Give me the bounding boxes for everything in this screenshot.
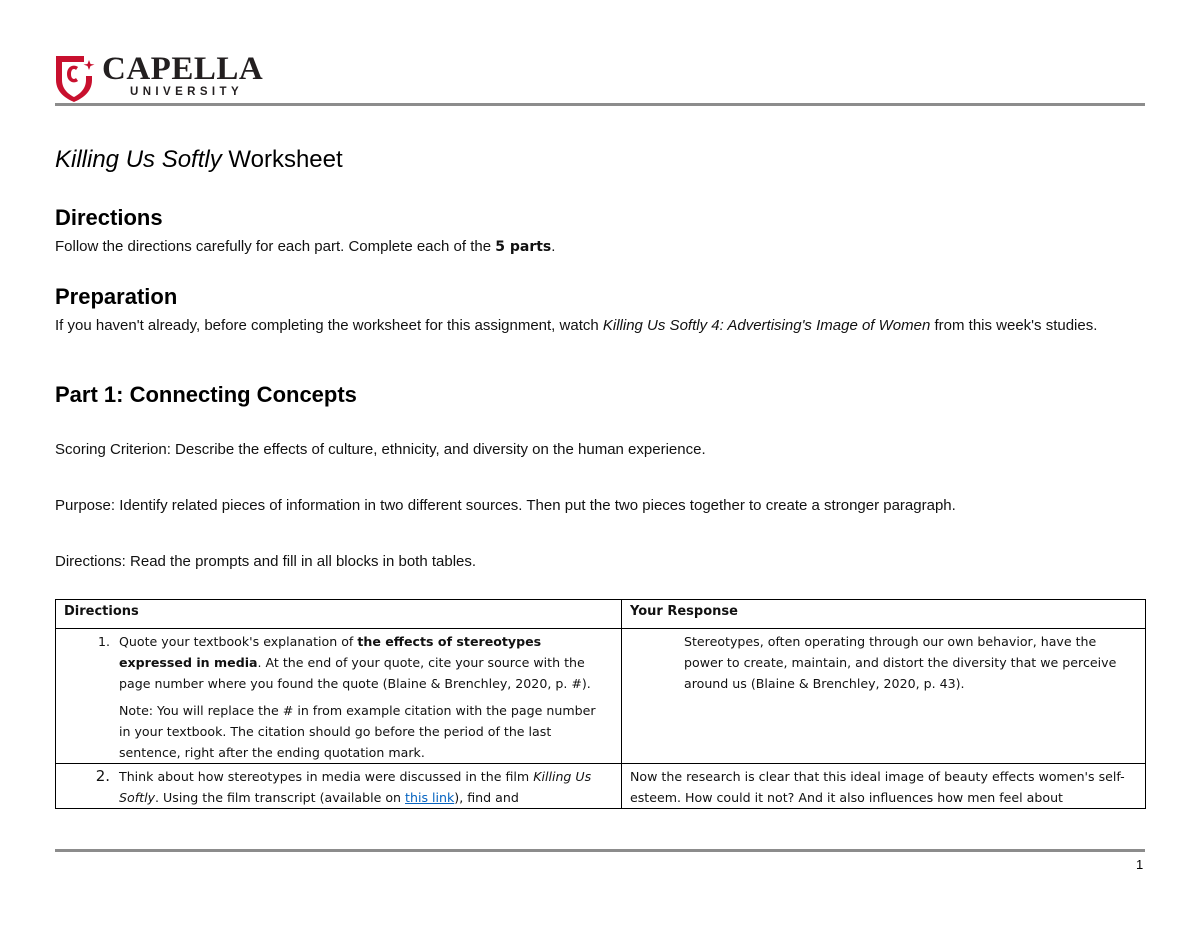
directions-heading: Directions	[55, 205, 163, 230]
transcript-link[interactable]: this link	[405, 790, 455, 805]
table-row	[56, 629, 1146, 764]
logo-name: CAPELLA	[102, 51, 264, 87]
capella-logo	[52, 52, 282, 102]
row1-number: 1.	[97, 634, 110, 649]
capella-shield-icon	[52, 52, 96, 102]
row1-prompt-start: Quote your textbook's explanation of	[119, 634, 358, 649]
row1-response: Stereotypes, often operating through our own behavior, have the power to create, maintain, and distort the diversity that we perceive around us (Blaine & Brenchley, 2020, p. 43).	[684, 634, 1117, 691]
row2-prompt-start: Think about how stereotypes in media were discussed in the film	[119, 769, 534, 784]
preparation-text-end: from this week's studies.	[930, 317, 1098, 334]
scoring-criterion: Scoring Criterion: Describe the effects of culture, ethnicity, and diversity on the human experience.	[55, 441, 706, 458]
row2-response: Now the research is clear that this ideal image of beauty effects women's self-esteem. How could it not? And it also influences how men feel about	[630, 769, 1125, 805]
preparation-text	[55, 316, 1115, 335]
footer-divider	[55, 849, 1145, 852]
row2-prompt-middle: . Using the film transcript (available on	[155, 790, 406, 805]
header-directions: Directions	[56, 600, 622, 629]
part1-heading: Part 1: Connecting Concepts	[55, 382, 357, 407]
row2-directions-cell	[56, 764, 622, 809]
row1-note: Note: You will replace the # in from example citation with the page number in your textbook. The citation should go before the period of the last sentence, right after the ending quotation mark.	[119, 703, 596, 760]
header-divider	[55, 103, 1145, 106]
row2-prompt	[119, 766, 611, 808]
row1-prompt-bold: the effects of stereotypes expressed in media	[119, 634, 542, 670]
table-header-row	[56, 600, 1146, 629]
row1-prompt	[119, 631, 611, 694]
table-row	[56, 764, 1146, 809]
directions-bold: 5 parts	[495, 239, 552, 255]
worksheet-table	[55, 599, 1146, 809]
title-italic: Killing Us Softly	[55, 146, 222, 173]
purpose-text: Purpose: Identify related pieces of information in two different sources. Then put the two pieces together to create a stronger paragraph.	[55, 497, 956, 514]
row2-response-cell[interactable]	[622, 764, 1146, 809]
part1-directions: Directions: Read the prompts and fill in all blocks in both tables.	[55, 553, 477, 570]
directions-text-start: Follow the directions carefully for each part. Complete each of the	[55, 238, 496, 255]
row2-number: 2.	[95, 767, 110, 785]
directions-text	[55, 237, 1145, 257]
row2-film-title: Killing Us Softly	[119, 769, 592, 805]
title-rest: Worksheet	[221, 146, 343, 173]
document-title	[55, 145, 343, 175]
preparation-text-start: If you haven't already, before completing the worksheet for this assignment, watch	[55, 317, 603, 334]
preparation-film-title: Killing Us Softly 4: Advertising's Image of Women	[602, 317, 931, 334]
logo-subtitle: UNIVERSITY	[130, 86, 244, 98]
preparation-heading: Preparation	[55, 284, 178, 309]
row1-response-cell[interactable]	[622, 629, 1146, 764]
page-number: 1	[1136, 857, 1144, 872]
row2-prompt-end: ), find and	[454, 790, 519, 805]
row1-prompt-end: . At the end of your quote, cite your source with the page number where you found the quote (Blaine & Brenchley, 2020, p. #).	[119, 655, 591, 691]
header-your-response: Your Response	[622, 600, 1146, 629]
row1-directions-cell	[56, 629, 622, 764]
directions-text-end: .	[551, 238, 556, 255]
